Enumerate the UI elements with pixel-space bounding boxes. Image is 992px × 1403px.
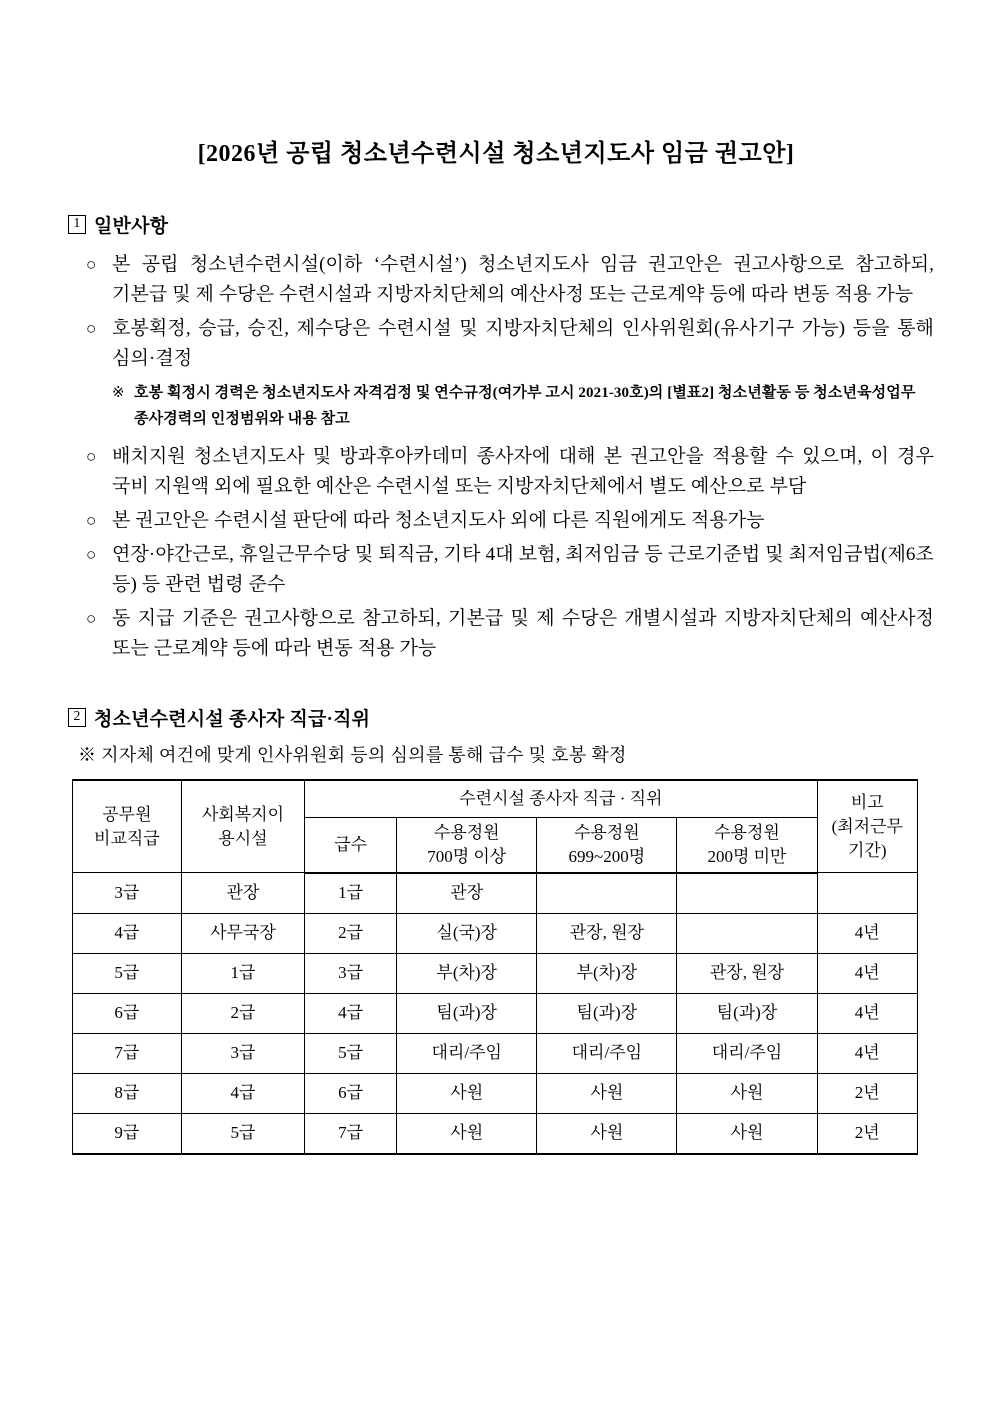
column-header-remarks	[817, 780, 917, 873]
bullet-text: 호봉획정, 승급, 승진, 제수당은 수련시설 및 지방자치단체의 인사위원회(유사기구 가능) 등을 통해 심의·결정	[112, 317, 934, 369]
column-header-line: 수용정원	[714, 822, 780, 842]
cell-public-servant-grade: 7급	[73, 1033, 182, 1073]
cell-welfare-facility: 3급	[181, 1033, 304, 1073]
cell-remarks: 4년	[817, 993, 917, 1033]
cell-welfare-facility: 관장	[181, 873, 304, 914]
bullet-text: 본 권고안은 수련시설 판단에 따라 청소년지도사 외에 다른 직원에게도 적용가능	[112, 509, 765, 531]
cell-capacity-699-200: 팀(과)장	[537, 993, 677, 1033]
list-item	[0, 506, 992, 536]
bullet-circle-icon: ○	[86, 510, 97, 530]
page-title: [2026년 공립 청소년수련시설 청소년지도사 임금 권고안]	[197, 141, 795, 167]
cell-remarks	[817, 873, 917, 914]
table-row	[73, 1033, 918, 1073]
column-header-line: 용시설	[218, 828, 268, 848]
cell-capacity-under-200: 사원	[677, 1113, 817, 1154]
bullet-text: 배치지원 청소년지도사 및 방과후아카데미 종사자에 대해 본 권고안을 적용할 수 있으며, 이 경우 국비 지원액 외에 필요한 예산은 수련시설 또는 지방자치단체에서 별도 예산으로 부담	[112, 445, 934, 497]
list-item	[0, 604, 992, 664]
cell-capacity-699-200: 사원	[537, 1113, 677, 1154]
section-2-heading-label: 청소년수련시설 종사자 직급·직위	[94, 708, 371, 730]
table-row	[73, 913, 918, 953]
cell-public-servant-grade: 9급	[73, 1113, 182, 1154]
note-item	[0, 380, 992, 432]
list-item	[0, 540, 992, 600]
bullet-text: 동 지급 기준은 권고사항으로 참고하되, 기본급 및 제 수당은 개별시설과 지방자치단체의 예산사정 또는 근로계약 등에 따라 변동 적용 가능	[112, 607, 934, 659]
bullet-text: 본 공립 청소년수련시설(이하 ‘수련시설’) 청소년지도사 임금 권고안은 권고사항으로 참고하되, 기본급 및 제 수당은 수련시설과 지방자치단체의 예산사정 또는 근로계약 등에 따라 변동 적용 가능	[112, 253, 934, 305]
cell-capacity-700-plus: 관장	[397, 873, 537, 914]
table-row	[73, 993, 918, 1033]
table-row	[73, 953, 918, 993]
grade-table-body	[73, 873, 918, 1154]
column-header-line: 699~200명	[568, 846, 646, 866]
cell-level: 6급	[305, 1073, 397, 1113]
reference-mark-icon: ※	[112, 384, 125, 401]
cell-capacity-700-plus: 사원	[397, 1113, 537, 1154]
list-item	[0, 442, 992, 502]
reference-mark-icon: ※	[78, 744, 97, 765]
section-2-note-text: 지자체 여건에 맞게 인사위원회 등의 심의를 통해 급수 및 호봉 확정	[101, 744, 627, 765]
column-header-capacity-under-200	[677, 817, 817, 873]
section-2-number-box: 2	[68, 708, 86, 727]
note-text: 호봉 획정시 경력은 청소년지도사 자격검정 및 연수규정(여가부 고시 2021-30호)의 [별표2] 청소년활동 등 청소년육성업무 종사경력의 인정범위와 내용 참고	[134, 384, 916, 427]
cell-remarks: 4년	[817, 953, 917, 993]
cell-capacity-700-plus: 실(국)장	[397, 913, 537, 953]
table-row	[73, 1113, 918, 1154]
column-header-line: 수용정원	[433, 822, 500, 842]
grade-table-wrapper	[72, 779, 918, 1155]
cell-capacity-700-plus: 대리/주임	[397, 1033, 537, 1073]
section-1-heading	[68, 211, 992, 238]
column-header-line: (최저근무	[831, 816, 903, 836]
cell-capacity-699-200: 부(차)장	[537, 953, 677, 993]
cell-public-servant-grade: 3급	[73, 873, 182, 914]
cell-remarks: 4년	[817, 1033, 917, 1073]
section-job-grades	[0, 704, 992, 1155]
cell-level: 1급	[305, 873, 397, 914]
column-header-line: 비교직급	[94, 828, 160, 848]
cell-public-servant-grade: 4급	[73, 913, 182, 953]
section-2-heading	[68, 704, 992, 731]
column-header-line: 200명 미만	[707, 846, 787, 866]
column-header-capacity-700-plus	[397, 817, 537, 873]
bullet-circle-icon: ○	[86, 608, 97, 628]
cell-capacity-under-200: 사원	[677, 1073, 817, 1113]
cell-remarks: 2년	[817, 1073, 917, 1113]
cell-capacity-under-200	[677, 913, 817, 953]
cell-capacity-700-plus: 팀(과)장	[397, 993, 537, 1033]
column-header-public-servant-grade	[73, 780, 182, 873]
column-header-line: 공무원	[102, 804, 152, 824]
cell-capacity-699-200: 사원	[537, 1073, 677, 1113]
section-1-number-box: 1	[68, 215, 86, 234]
table-header-row	[73, 780, 918, 818]
cell-capacity-699-200: 관장, 원장	[537, 913, 677, 953]
cell-public-servant-grade: 5급	[73, 953, 182, 993]
bullet-circle-icon: ○	[86, 446, 97, 466]
bullet-circle-icon: ○	[86, 318, 97, 338]
cell-welfare-facility: 5급	[181, 1113, 304, 1154]
column-header-line: 사회복지이	[201, 804, 284, 824]
cell-capacity-under-200: 관장, 원장	[677, 953, 817, 993]
column-header-level: 급수	[305, 817, 397, 873]
cell-level: 4급	[305, 993, 397, 1033]
cell-capacity-700-plus: 부(차)장	[397, 953, 537, 993]
cell-capacity-699-200: 대리/주임	[537, 1033, 677, 1073]
bullet-text: 연장·야간근로, 휴일근무수당 및 퇴직금, 기타 4대 보험, 최저임금 등 근로기준법 및 최저임금법(제6조 등) 등 관련 법령 준수	[112, 543, 934, 595]
column-header-line: 기간)	[848, 840, 887, 860]
section-2-note	[78, 741, 992, 769]
section-1-bullet-list	[0, 250, 992, 664]
table-row	[73, 873, 918, 914]
section-1-heading-label: 일반사항	[94, 215, 169, 237]
cell-capacity-699-200	[537, 873, 677, 914]
column-header-group-facility-positions: 수련시설 종사자 직급 · 직위	[305, 780, 817, 818]
cell-welfare-facility: 4급	[181, 1073, 304, 1113]
cell-capacity-under-200: 대리/주임	[677, 1033, 817, 1073]
cell-capacity-under-200	[677, 873, 817, 914]
list-item	[0, 314, 992, 374]
bullet-circle-icon: ○	[86, 254, 97, 274]
cell-level: 3급	[305, 953, 397, 993]
cell-level: 2급	[305, 913, 397, 953]
column-header-welfare-facility	[181, 780, 304, 873]
cell-welfare-facility: 1급	[181, 953, 304, 993]
cell-capacity-700-plus: 사원	[397, 1073, 537, 1113]
cell-public-servant-grade: 8급	[73, 1073, 182, 1113]
column-header-line: 700명 이상	[427, 846, 507, 866]
column-header-line: 비고	[850, 792, 884, 812]
column-header-line: 수용정원	[573, 822, 640, 842]
cell-level: 7급	[305, 1113, 397, 1154]
cell-remarks: 4년	[817, 913, 917, 953]
column-header-capacity-699-200	[537, 817, 677, 873]
cell-welfare-facility: 사무국장	[181, 913, 304, 953]
grade-table	[72, 779, 918, 1155]
cell-level: 5급	[305, 1033, 397, 1073]
bullet-circle-icon: ○	[86, 544, 97, 564]
cell-remarks: 2년	[817, 1113, 917, 1154]
grade-table-head	[73, 780, 918, 873]
list-item	[0, 250, 992, 310]
cell-welfare-facility: 2급	[181, 993, 304, 1033]
section-general	[0, 211, 992, 664]
cell-capacity-under-200: 팀(과)장	[677, 993, 817, 1033]
cell-public-servant-grade: 6급	[73, 993, 182, 1033]
table-row	[73, 1073, 918, 1113]
